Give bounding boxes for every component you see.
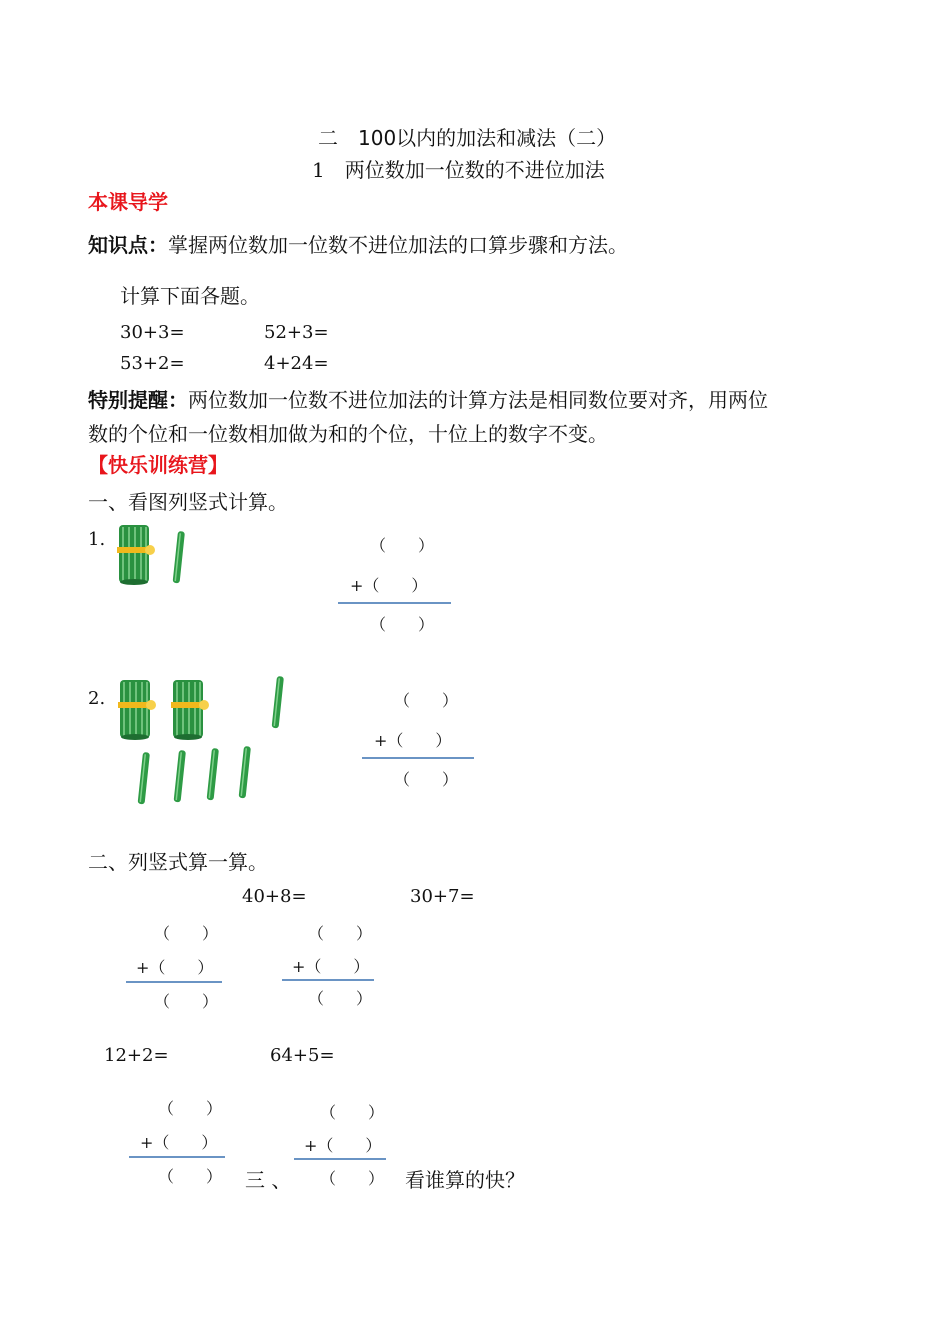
s2b-top: （ ） [308,924,373,943]
tip-text-1: 两位数加一位数不进位加法的计算方法是相同数位要对齐，用两位 [188,388,768,412]
s2-problem-3: 12+2= [104,1045,169,1066]
s2a-line [126,981,222,983]
s2a-result: （ ） [154,992,219,1011]
v2-top: （ ） [394,691,459,710]
single-stick-1 [272,676,284,728]
s2d-line [294,1158,386,1160]
bundle-of-ten-1 [118,680,156,740]
bundle-of-ten-2 [171,680,209,740]
s2c-line [129,1156,225,1158]
section-3-number: 三 、 [245,1168,292,1192]
tip-line-1 [88,384,768,413]
lesson-title: 1 两位数加一位数的不进位加法 [312,158,605,182]
s2-problem-2: 30+7= [410,886,475,907]
item-2-label: 2. [88,688,106,709]
guide-heading: 本课导学 [88,190,168,214]
s2d-top: （ ） [320,1103,385,1122]
task-instruction: 计算下面各题。 [120,284,260,308]
v1-top: （ ） [370,536,435,555]
v2-result: （ ） [394,770,459,789]
s2c-result: （ ） [158,1167,223,1186]
single-stick [173,531,185,583]
s2c-top: （ ） [158,1099,223,1118]
section-3-title: 看谁算的快？ [405,1168,525,1192]
s2d-addend: +（ ） [304,1136,382,1155]
s2d-result: （ ） [320,1169,385,1188]
s2-problem-4: 64+5= [270,1045,335,1066]
knowledge-label: 知识点： [88,233,168,257]
item-2-sticks-image [115,672,295,812]
chapter-title: 二 100以内的加法和减法（二） [318,126,617,150]
knowledge-point [88,229,628,258]
v1-addend: +（ ） [350,576,428,595]
training-heading: 【快乐训练营】 [88,453,228,477]
s2a-addend: +（ ） [136,958,214,977]
problem-2: 52+3= [264,322,329,343]
problem-1: 30+3= [120,322,185,343]
v2-addend: +（ ） [374,731,452,750]
single-stick-3 [174,750,186,802]
section-1-title: 一、看图列竖式计算。 [88,490,288,514]
s2c-addend: +（ ） [140,1133,218,1152]
v1-line [338,602,451,604]
single-stick-4 [207,748,219,800]
v1-result: （ ） [370,615,435,634]
knowledge-text: 掌握两位数加一位数不进位加法的口算步骤和方法。 [168,233,628,257]
s2b-addend: +（ ） [292,957,370,976]
item-1-sticks-image [115,523,195,589]
s2b-result: （ ） [308,989,373,1008]
problem-4: 4+24= [264,353,329,374]
tip-line-2: 数的个位和一位数相加做为和的个位，十位上的数字不变。 [88,422,608,446]
bundle-of-ten [117,525,155,585]
v2-line [362,757,474,759]
s2a-top: （ ） [154,924,219,943]
single-stick-5 [239,746,251,798]
section-2-title: 二、列竖式算一算。 [88,850,268,874]
s2-problem-1: 40+8= [242,886,307,907]
item-1-label: 1. [88,529,106,550]
problem-3: 53+2= [120,353,185,374]
single-stick-2 [138,752,150,804]
tip-label: 特别提醒： [88,388,188,412]
s2b-line [282,979,374,981]
